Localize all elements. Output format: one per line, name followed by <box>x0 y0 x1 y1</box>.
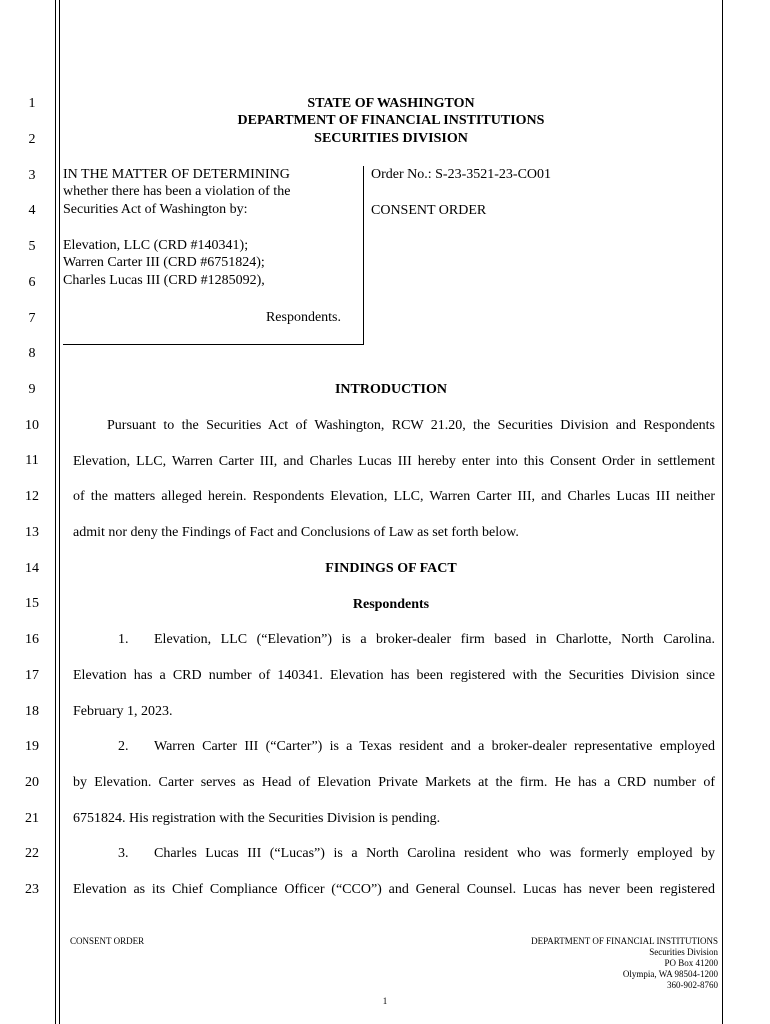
body-line: Elevation, LLC (“Elevation”) is a broker-dealer firm based in Charlotte, North Carolina. <box>154 632 715 647</box>
line-number: 16 <box>25 632 39 647</box>
body-line: Elevation as its Chief Compliance Officer (“CCO”) and General Counsel. Lucas has never been registered <box>73 882 715 897</box>
order-number: Order No.: S-23-3521-23-CO01 <box>371 167 552 182</box>
footer-agency-name: DEPARTMENT OF FINANCIAL INSTITUTIONS <box>531 936 718 946</box>
line-number: 9 <box>28 382 36 397</box>
page-number: 1 <box>382 996 388 1006</box>
line-number: 11 <box>25 453 39 468</box>
footer-agency-address <box>531 936 718 991</box>
line-number: 2 <box>28 132 36 147</box>
header-state: STATE OF WASHINGTON <box>307 96 475 111</box>
line-number: 3 <box>28 168 36 183</box>
line-number: 20 <box>25 775 39 790</box>
body-line: 6751824. His registration with the Securities Division is pending. <box>73 811 441 826</box>
section-heading-introduction: INTRODUCTION <box>334 382 447 397</box>
caption-respondent: Charles Lucas III (CRD #1285092), <box>63 273 265 288</box>
body-line: Pursuant to the Securities Act of Washington, RCW 21.20, the Securities Division and Respondents <box>107 418 715 433</box>
header-department: DEPARTMENT OF FINANCIAL INSTITUTIONS <box>237 113 545 128</box>
line-number: 1 <box>28 96 36 111</box>
footer-phone: 360-902-8760 <box>667 980 718 990</box>
caption-matter-line: whether there has been a violation of the <box>63 184 291 199</box>
right-margin-rule <box>722 0 723 1024</box>
line-number: 19 <box>25 739 39 754</box>
footer-document-title: CONSENT ORDER <box>70 936 145 946</box>
footer-division: Securities Division <box>649 947 718 957</box>
line-number: 4 <box>28 203 36 218</box>
body-line: admit nor deny the Findings of Fact and Conclusions of Law as set forth below. <box>73 525 519 540</box>
paragraph-number: 2. <box>118 739 129 754</box>
caption-matter-line: IN THE MATTER OF DETERMINING <box>63 167 290 182</box>
section-heading-findings: FINDINGS OF FACT <box>325 561 457 576</box>
line-number: 14 <box>25 561 39 576</box>
header-division: SECURITIES DIVISION <box>314 131 468 146</box>
paragraph-number: 3. <box>118 846 129 861</box>
left-margin-rule-inner <box>59 0 60 1024</box>
line-number: 15 <box>25 596 39 611</box>
body-line: Warren Carter III (“Carter”) is a Texas resident and a broker-dealer representative employed <box>154 739 715 754</box>
body-line: Charles Lucas III (“Lucas”) is a North Carolina resident who was formerly employed by <box>154 846 715 861</box>
paragraph-number: 1. <box>118 632 129 647</box>
order-type: CONSENT ORDER <box>371 203 487 218</box>
line-number: 17 <box>25 668 39 683</box>
line-number: 21 <box>25 811 39 826</box>
line-number: 22 <box>25 846 39 861</box>
subheading-respondents: Respondents <box>352 597 430 612</box>
line-number: 6 <box>28 275 36 290</box>
line-number: 23 <box>25 882 39 897</box>
line-number: 10 <box>25 418 39 433</box>
line-number: 18 <box>25 704 39 719</box>
line-number: 12 <box>25 489 39 504</box>
caption-matter-line: Securities Act of Washington by: <box>63 202 248 217</box>
footer-city: Olympia, WA 98504-1200 <box>622 969 718 979</box>
case-caption-box <box>63 166 364 345</box>
caption-respondent: Elevation, LLC (CRD #140341); <box>63 238 249 253</box>
body-line: Elevation has a CRD number of 140341. Elevation has been registered with the Securities Division since <box>73 668 715 683</box>
footer-po-box: PO Box 41200 <box>664 958 718 968</box>
body-line: by Elevation. Carter serves as Head of Elevation Private Markets at the firm. He has a CRD number of <box>73 775 715 790</box>
body-line: of the matters alleged herein. Respondents Elevation, LLC, Warren Carter III, and Charles Lucas III neither <box>73 489 715 504</box>
line-number: 13 <box>25 525 39 540</box>
body-line: February 1, 2023. <box>73 704 173 719</box>
body-line: Elevation, LLC, Warren Carter III, and Charles Lucas III hereby enter into this Consent Order in settlement <box>73 454 715 469</box>
line-number: 5 <box>28 239 36 254</box>
left-margin-rule-outer <box>55 0 56 1024</box>
caption-respondents-label: Respondents. <box>265 310 341 325</box>
line-number: 8 <box>28 346 36 361</box>
caption-respondent: Warren Carter III (CRD #6751824); <box>63 255 265 270</box>
line-number: 7 <box>28 311 36 326</box>
